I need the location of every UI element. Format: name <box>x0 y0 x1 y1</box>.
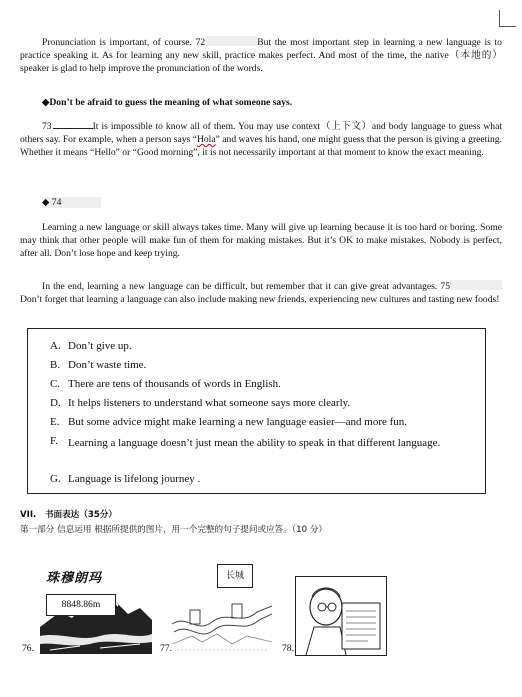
section-vii-title: VII. 书面表达（35分） <box>20 510 118 520</box>
word-hola: Hola <box>196 134 216 145</box>
reading-man-drawing <box>296 577 386 655</box>
p1-text-a: Pronunciation is important, of course. 72 <box>42 37 206 48</box>
great-wall-label: 长城 <box>217 564 253 588</box>
picture-76-mountain <box>40 572 152 654</box>
blank-75[interactable] <box>450 280 502 290</box>
option-text: It helps listeners to understand what someone says more clearly. <box>68 397 351 409</box>
option-text: There are tens of thousands of words in English. <box>68 378 281 390</box>
mountain-caption: 珠穆朗玛 <box>46 571 103 586</box>
great-wall-drawing <box>172 564 272 656</box>
option-c[interactable] <box>50 377 468 391</box>
p2-text-b: ” and waves his hand, one might guess that the person is giving a greeting. Whether it means “Hello” or “Good morning”, it is not necessarily important at that moment to know the exact meaning. <box>20 134 502 158</box>
height-label-box: 8848.86m <box>46 594 116 616</box>
option-letter: A. <box>50 340 61 352</box>
option-text: Language is lifelong journey . <box>68 473 201 485</box>
option-letter: F. <box>50 435 58 447</box>
option-letter: D. <box>50 397 61 409</box>
option-letter: B. <box>50 359 61 371</box>
option-b[interactable] <box>50 358 468 372</box>
p2-text-a: It is impossible to know all of them. You may use context（上下文）and body language to guess what others say. For example, when a person says “ <box>20 121 502 145</box>
option-text: Don’t give up. <box>68 340 132 352</box>
p1-text-b: But the most important step in learning a new language is to practice speaking it. As for learning any new skill, practice makes perfect. And most of the time, the native（本地的）speaker is glad to help improve the pronunciation of the words. <box>20 37 502 74</box>
picture-77-great-wall <box>172 564 272 656</box>
p4-text-b: Don’t forget that learning a language can also include making new friends, experiencing new cultures and tasting new foods! <box>20 294 500 305</box>
p4-text-a: In the end, learning a new language can be difficult, but remember that it can give great advantages. <box>42 281 438 292</box>
section-heading-guess: ◆Don’t be afraid to guess the meaning of what someone says. <box>42 97 293 108</box>
page-corner-mark <box>499 10 516 27</box>
option-letter: E. <box>50 416 60 428</box>
question-76-number: 76. <box>22 643 34 654</box>
option-d[interactable] <box>50 396 468 410</box>
blank-72[interactable] <box>205 36 257 46</box>
option-letter: G. <box>50 473 61 485</box>
option-text: Learning a language doesn’t just mean the ability to speak in that different language. <box>68 437 441 449</box>
paragraph-context <box>20 119 502 159</box>
number-73: 73 <box>42 121 52 132</box>
option-text: But some advice might make learning a new language easier—and more fun. <box>68 416 408 428</box>
paragraph-advantages <box>20 280 502 306</box>
blank-73[interactable] <box>53 119 93 129</box>
option-text: Don’t waste time. <box>68 359 147 371</box>
number-75: 75 <box>440 281 450 292</box>
bullet-74 <box>42 196 242 209</box>
option-e[interactable] <box>50 415 468 429</box>
question-78-number: 78. <box>282 643 294 654</box>
paragraph-pronunciation <box>20 36 502 75</box>
section-vii-instruction: 第一部分 信息运用 根据所提供的图片，用一个完整的句子提问或应答。（10 分） <box>20 525 328 535</box>
option-a[interactable] <box>50 339 468 353</box>
picture-78-reading-man <box>295 576 387 656</box>
bullet-74-text[interactable]: ◆ 74 <box>42 197 101 208</box>
option-letter: C. <box>50 378 61 390</box>
question-77-number: 77. <box>160 643 172 654</box>
paragraph-time: Learning a new language or skill always takes time. Many will give up learning because it is too hard or boring. Some may think that other people will make fun of them for making mistakes. But it’s OK to make mistakes. Nobody is perfect, after all. Don’t lose hope and keep trying. <box>20 222 502 259</box>
options-box <box>27 328 486 494</box>
option-g[interactable] <box>50 472 468 486</box>
option-f[interactable] <box>50 434 458 453</box>
